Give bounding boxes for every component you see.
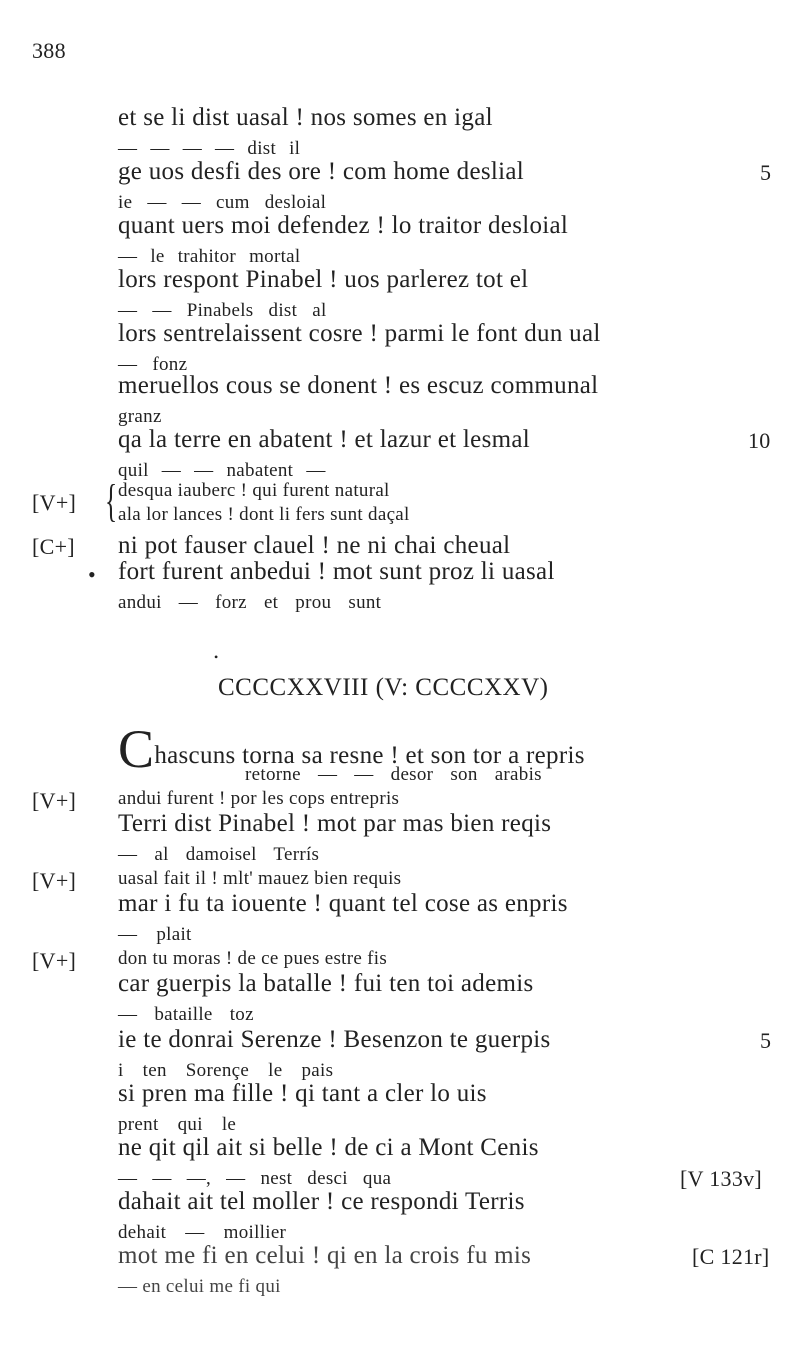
source-tag: [V+]	[32, 948, 77, 973]
verse-text: hascuns torna sa resne ! et son tor a repris	[154, 742, 585, 769]
source-tag: [V+]	[32, 788, 77, 813]
variant-line: quil — — nabatent —	[118, 460, 326, 481]
verse-line: lors respont Pinabel ! uos parlerez tot el	[118, 266, 529, 293]
variant-line: prent qui le	[118, 1114, 237, 1135]
verse-line: ie te donrai Serenze ! Besenzon te guerpis	[118, 1026, 551, 1053]
page-number: 388	[32, 38, 66, 63]
verse-line: dahait ait tel moller ! ce respondi Terris	[118, 1188, 525, 1215]
verse-line: ni pot fauser clauel ! ne ni chai cheual	[118, 532, 511, 559]
variant-line: — al damoisel Terrís	[118, 844, 320, 865]
verse-line: meruellos cous se donent ! es escuz communal	[118, 372, 599, 399]
variant-line: retorne — — desor son arabis	[245, 764, 542, 785]
line-number: 5	[760, 160, 772, 185]
verse-line: si pren ma fille ! qi tant a cler lo uis	[118, 1080, 487, 1107]
verse-line: Terri dist Pinabel ! mot par mas bien reqis	[118, 810, 552, 837]
verse-line: car guerpis la batalle ! fui ten toi ademis	[118, 970, 534, 997]
verse-line: quant uers moi defendez ! lo traitor desloial	[118, 212, 569, 239]
variant-line: dehait — moillier	[118, 1222, 287, 1243]
verse-line: ge uos desfi des ore ! com home deslial	[118, 158, 525, 185]
line-number: 5	[760, 1028, 772, 1053]
drop-cap: C	[118, 719, 155, 779]
variant-line: ie — — cum desloial	[118, 192, 327, 213]
verse-line: lors sentrelaissent cosre ! parmi le font dun ual	[118, 320, 601, 347]
variant-line: — fonz	[118, 354, 188, 375]
variant-line: — en celui me fi qui	[118, 1276, 281, 1297]
laisse-heading: CCCCXXVIII (V: CCCCXXV)	[218, 674, 549, 701]
variant-line: — — —, — nest desci qua	[118, 1168, 392, 1189]
source-tag: [V+]	[32, 490, 77, 515]
variant-line: andui — forz et prou sunt	[118, 592, 382, 613]
variant-line: i ten Sorençe le pais	[118, 1060, 334, 1081]
variant-line: uasal fait il ! mlt' mauez bien requis	[118, 868, 402, 889]
variant-line: — — — — dist il	[118, 138, 301, 159]
source-tag: [C+]	[32, 534, 75, 559]
variant-line: granz	[118, 406, 162, 427]
margin-bullet: •	[88, 562, 97, 587]
brace: {	[105, 475, 118, 526]
verse-line: mot me fi en celui ! qi en la crois fu mis	[118, 1242, 532, 1269]
variant-line: don tu moras ! de ce pues estre fis	[118, 948, 388, 969]
verse-line: mar i fu ta iouente ! quant tel cose as enpris	[118, 890, 568, 917]
variant-line: — plait	[118, 924, 192, 945]
variant-line: desqua iauberc ! qui furent natural	[118, 480, 390, 501]
verse-line: et se li dist uasal ! nos somes en igal	[118, 104, 493, 131]
folio-reference: [C 121r]	[692, 1244, 770, 1269]
variant-line: ala lor lances ! dont li fers sunt daçal	[118, 504, 410, 525]
verse-line: fort furent anbedui ! mot sunt proz li uasal	[118, 558, 555, 585]
verse-line: qa la terre en abatent ! et lazur et lesmal	[118, 426, 530, 453]
variant-line: — — Pinabels dist al	[118, 300, 327, 321]
line-number: 10	[748, 428, 771, 453]
margin-bullet: •	[214, 650, 219, 664]
verse-line: ne qit qil ait si belle ! de ci a Mont Cenis	[118, 1134, 539, 1161]
variant-line: andui furent ! por les cops entrepris	[118, 788, 400, 809]
source-tag: [V+]	[32, 868, 77, 893]
folio-reference: [V 133v]	[680, 1166, 763, 1191]
variant-line: — bataille toz	[118, 1004, 254, 1025]
variant-line: — le trahitor mortal	[118, 246, 301, 267]
